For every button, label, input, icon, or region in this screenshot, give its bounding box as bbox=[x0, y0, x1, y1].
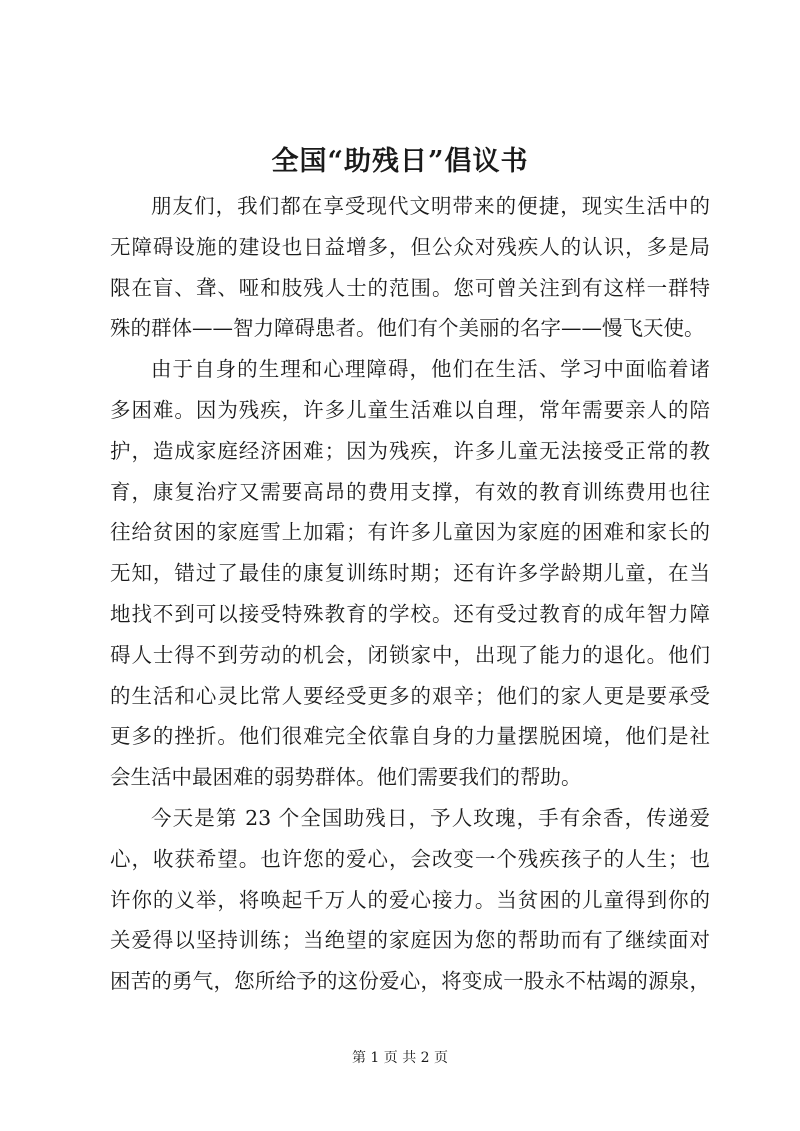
text-line: 朋友们，我们都在享受现代文明带来的便捷，现实生活中的 bbox=[151, 194, 710, 218]
text-line: 心，收获希望。也许您的爱心，会改变一个残疾孩子的人生；也 bbox=[110, 846, 710, 871]
text-line: 限在盲、聋、哑和肢残人士的范围。您可曾关注到有这样一群特 bbox=[110, 275, 710, 300]
text-line: 往给贫困的家庭雪上加霜；有许多儿童因为家庭的困难和家长的 bbox=[110, 520, 710, 545]
text-line: 今天是第 23 个全国助残日，予人玫瑰，手有余香，传递爱 bbox=[151, 805, 710, 830]
text-line: 无知，错过了最佳的康复训练时期；还有许多学龄期儿童，在当 bbox=[110, 561, 710, 586]
document-body bbox=[110, 186, 710, 1002]
text-line: 多困难。因为残疾，许多儿童生活难以自理，常年需要亲人的陪 bbox=[110, 397, 710, 422]
body-paragraph bbox=[110, 186, 710, 349]
text-line: 的生活和心灵比常人要经受更多的艰辛；他们的家人更是要承受 bbox=[110, 683, 710, 708]
text-line: 育，康复治疗又需要高昂的费用支撑，有效的教育训练费用也往 bbox=[110, 479, 710, 504]
text-line: 更多的挫折。他们很难完全依靠自身的力量摆脱困境，他们是社 bbox=[110, 724, 710, 749]
text-line: 殊的群体——智力障碍患者。他们有个美丽的名字——慢飞天使。 bbox=[110, 316, 705, 341]
body-paragraph bbox=[110, 798, 710, 1002]
text-line: 关爱得以坚持训练；当绝望的家庭因为您的帮助而有了继续面对 bbox=[110, 928, 710, 953]
text-line: 护，造成家庭经济困难；因为残疾，许多儿童无法接受正常的教 bbox=[110, 438, 710, 463]
page-footer: 第 1 页 共 2 页 bbox=[351, 1050, 449, 1066]
text-line: 地找不到可以接受特殊教育的学校。还有受过教育的成年智力障 bbox=[110, 601, 710, 626]
text-line: 许你的义举，将唤起千万人的爱心接力。当贫困的儿童得到你的 bbox=[110, 887, 710, 912]
body-paragraph bbox=[110, 349, 710, 798]
text-line: 会生活中最困难的弱势群体。他们需要我们的帮助。 bbox=[110, 765, 582, 790]
text-line: 由于自身的生理和心理障碍，他们在生活、学习中面临着诸 bbox=[151, 357, 710, 382]
document-title: 全国“助残日”倡议书 bbox=[271, 146, 529, 177]
text-line: 无障碍设施的建设也日益增多，但公众对残疾人的认识，多是局 bbox=[110, 234, 710, 259]
text-line: 碍人士得不到劳动的机会，闭锁家中，出现了能力的退化。他们 bbox=[110, 642, 710, 667]
text-line: 困苦的勇气，您所给予的这份爱心，将变成一股永不枯竭的源泉， bbox=[110, 969, 710, 994]
